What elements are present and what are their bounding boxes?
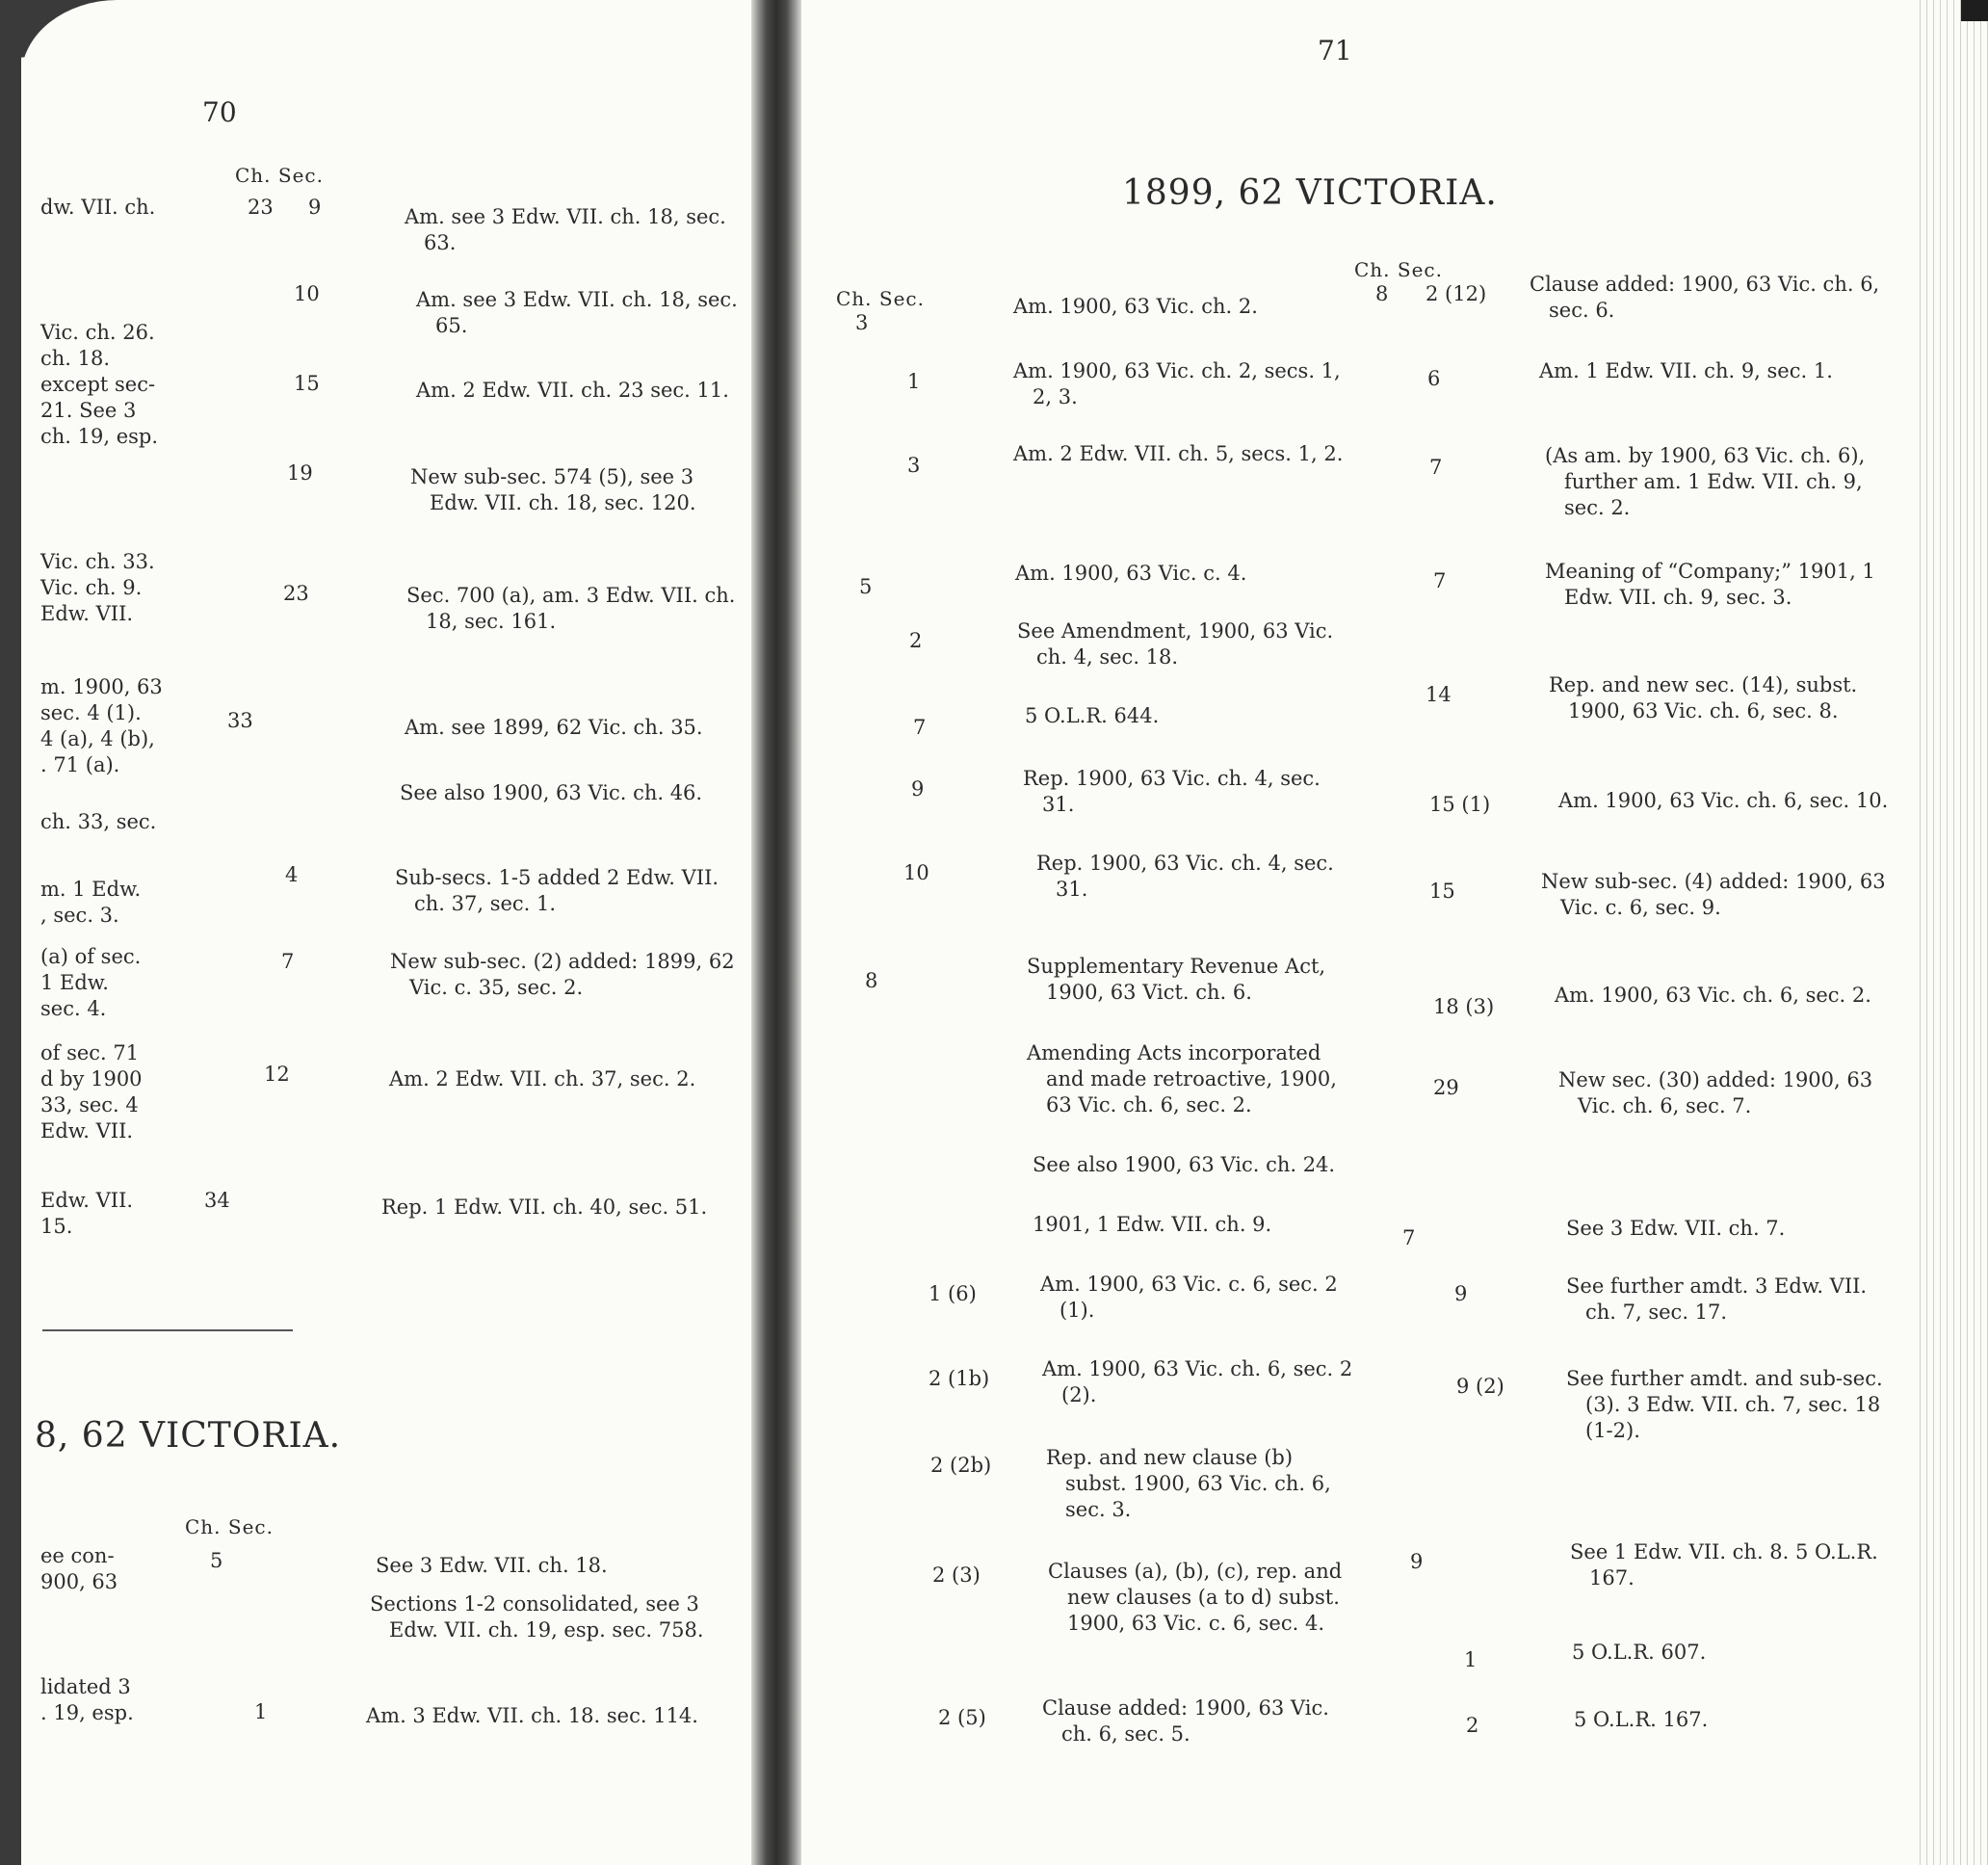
left-entry-sec: 12 — [264, 1063, 290, 1086]
right-entry-note: Clause added: 1900, 63 Vic. ch. 6, sec. 6. — [1530, 273, 1880, 322]
right-entry-ch: 9 — [1410, 1550, 1424, 1573]
right-entry-note: Am. 1900, 63 Vic. c. 4. — [1015, 562, 1247, 585]
left-entry-note: Sub-secs. 1-5 added 2 Edw. VII. ch. 37, sec. 1. — [395, 866, 719, 915]
left-entry-ch: 5 — [210, 1549, 223, 1572]
left-entry-sec: 19 — [287, 461, 313, 485]
right-page-title: 1899, 62 VICTORIA. — [1122, 173, 1498, 213]
right-entry-note: Meaning of “Company;” 1901, 1 Edw. VII. ch. 9, sec. 3. — [1545, 560, 1875, 609]
left-entry-sec: 10 — [294, 282, 320, 305]
left-page — [21, 0, 763, 1865]
right-entry-note: Clauses (a), (b), (c), rep. and new clauses (a to d) subst. 1900, 63 Vic. c. 6, sec. 4. — [1048, 1560, 1343, 1635]
right-entry-sec: 15 (1) — [1429, 793, 1491, 816]
left-entry-note: New sub-sec. (2) added: 1899, 62 Vic. c. 35, sec. 2. — [390, 950, 735, 999]
right-entry-note: 5 O.L.R. 167. — [1574, 1708, 1709, 1731]
right-entry-note: Am. 1 Edw. VII. ch. 9, sec. 1. — [1539, 359, 1833, 382]
right-entry-sec: 2 (5) — [938, 1706, 986, 1729]
right-col2-header-ch-sec: Ch. Sec. — [1354, 258, 1443, 281]
left-entry-ch: 23 — [248, 196, 274, 219]
right-entry-note: Rep. and new clause (b) subst. 1900, 63 Vic. ch. 6, sec. 3. — [1046, 1446, 1331, 1521]
left-entry-sec: 1 — [254, 1700, 268, 1723]
right-entry-sec: 18 (3) — [1433, 995, 1495, 1018]
right-entry-note: Am. 1900, 63 Vic. ch. 6, sec. 2. — [1555, 984, 1871, 1007]
left-entry-note: Am. see 1899, 62 Vic. ch. 35. — [405, 716, 703, 739]
left-entry-note: See 3 Edw. VII. ch. 18. — [376, 1554, 608, 1577]
right-entry-sec: 29 — [1433, 1076, 1459, 1099]
right-entry-ch: 8 — [865, 969, 878, 992]
book-spine — [751, 0, 801, 1865]
left-entry-note: Am. see 3 Edw. VII. ch. 18, sec. 65. — [416, 288, 738, 337]
right-entry-sec: 2 — [1466, 1714, 1479, 1737]
right-entry-ch: 7 — [1402, 1226, 1416, 1249]
left-entry-ch: 34 — [204, 1189, 230, 1212]
left-entry-ch: 33 — [227, 709, 253, 732]
scan-corner-mark — [1961, 0, 1988, 21]
right-entry-note: Am. 1900, 63 Vic. ch. 2. — [1013, 295, 1258, 318]
left-header-ch-sec: Ch. Sec. — [235, 164, 324, 187]
right-entry-note: 5 O.L.R. 607. — [1572, 1641, 1707, 1664]
right-entry-sec: 9 — [911, 777, 925, 801]
left-entry-note: Am. 2 Edw. VII. ch. 37, sec. 2. — [389, 1067, 696, 1090]
right-entry-note: See also 1900, 63 Vic. ch. 24. — [1033, 1153, 1336, 1176]
right-entry-note: Am. 1900, 63 Vic. ch. 6, sec. 2 (2). — [1042, 1357, 1353, 1406]
left-entry-note: Sec. 700 (a), am. 3 Edw. VII. ch. 18, sec. 161. — [406, 584, 736, 633]
right-entry-note: Supplementary Revenue Act, 1900, 63 Vict. ch. 6. — [1027, 955, 1326, 1004]
right-entry-sec: 1 — [907, 370, 921, 393]
right-entry-sec: 2 (2b) — [930, 1454, 992, 1477]
right-entry-note: Am. 2 Edw. VII. ch. 5, secs. 1, 2. — [1013, 442, 1344, 465]
page-number-left: 70 — [202, 96, 237, 128]
left-entry-note: See also 1900, 63 Vic. ch. 46. — [400, 781, 703, 804]
right-entry-ch: 3 — [855, 311, 869, 334]
left-entry-ref: Edw. VII. 15. — [40, 1189, 134, 1238]
left-entry-ref: dw. VII. ch. — [40, 196, 156, 219]
right-entry-note: Rep. and new sec. (14), subst. 1900, 63 Vic. ch. 6, sec. 8. — [1549, 673, 1858, 722]
left-entry-ref: m. 1900, 63 sec. 4 (1). 4 (a), 4 (b), . 71 (a). — [40, 675, 163, 776]
right-entry-sec: 7 — [913, 716, 927, 739]
right-entry-note: 1901, 1 Edw. VII. ch. 9. — [1033, 1213, 1272, 1236]
left-entry-ref: Vic. ch. 26. ch. 18. except sec- 21. See 3 ch. 19, esp. — [40, 321, 159, 448]
left-section-title: 8, 62 VICTORIA. — [35, 1416, 342, 1456]
right-entry-sec: 1 (6) — [929, 1282, 977, 1305]
left-entry-sec: 15 — [294, 372, 320, 395]
left-entry-ref: ch. 33, sec. — [40, 810, 157, 833]
right-entry-note: Am. 1900, 63 Vic. ch. 2, secs. 1, 2, 3. — [1013, 359, 1341, 408]
right-entry-sec: 2 — [909, 629, 923, 652]
right-entry-sec: 9 — [1454, 1282, 1468, 1305]
right-entry-note: Rep. 1900, 63 Vic. ch. 4, sec. 31. — [1023, 767, 1321, 816]
right-entry-note: See 1 Edw. VII. ch. 8. 5 O.L.R. 167. — [1570, 1540, 1878, 1589]
right-entry-sec: 7 — [1433, 569, 1447, 592]
right-entry-sec: 1 — [1464, 1648, 1478, 1671]
right-entry-note: See further amdt. 3 Edw. VII. ch. 7, sec. 17. — [1566, 1274, 1868, 1324]
section-divider — [42, 1329, 293, 1331]
left-entry-note: Am. 2 Edw. VII. ch. 23 sec. 11. — [416, 379, 729, 402]
right-col1-header-ch-sec: Ch. Sec. — [836, 287, 925, 310]
right-entry-note: New sec. (30) added: 1900, 63 Vic. ch. 6, sec. 7. — [1558, 1068, 1873, 1117]
left-entry-sec: 4 — [285, 863, 299, 886]
scan-background-left — [0, 0, 21, 1865]
right-entry-sec: 10 — [903, 861, 929, 884]
left-entry-ref: Vic. ch. 33. Vic. ch. 9. Edw. VII. — [40, 550, 155, 625]
left-entry-ref: m. 1 Edw. , sec. 3. — [40, 878, 142, 927]
right-entry-sec: 2 (3) — [932, 1563, 981, 1587]
right-entry-note: Amending Acts incorporated and made retroactive, 1900, 63 Vic. ch. 6, sec. 2. — [1027, 1041, 1337, 1116]
right-entry-note: See further amdt. and sub-sec. (3). 3 Edw. VII. ch. 7, sec. 18 (1-2). — [1566, 1367, 1883, 1442]
right-entry-sec: 7 — [1429, 456, 1443, 479]
right-entry-sec: 6 — [1427, 367, 1441, 390]
right-entry-note: 5 O.L.R. 644. — [1025, 704, 1160, 727]
right-entry-note: Clause added: 1900, 63 Vic. ch. 6, sec. 5. — [1042, 1696, 1329, 1746]
left-section-header-ch-sec: Ch. Sec. — [185, 1515, 274, 1538]
right-entry-note: New sub-sec. (4) added: 1900, 63 Vic. c. 6, sec. 9. — [1541, 870, 1886, 919]
right-entry-ch: 5 — [859, 575, 873, 598]
left-entry-note: Am. 3 Edw. VII. ch. 18. sec. 114. — [366, 1704, 698, 1727]
left-entry-note: Sections 1-2 consolidated, see 3 Edw. VII. ch. 19, esp. sec. 758. — [370, 1592, 704, 1642]
left-entry-note: Am. see 3 Edw. VII. ch. 18, sec. 63. — [405, 205, 726, 254]
left-entry-sec: 7 — [281, 950, 295, 973]
page-number-right: 71 — [1318, 35, 1352, 66]
right-entry-note: Am. 1900, 63 Vic. ch. 6, sec. 10. — [1558, 789, 1889, 812]
right-entry-note: See Amendment, 1900, 63 Vic. ch. 4, sec. 18. — [1017, 619, 1334, 669]
right-entry-sec: 2 (12) — [1426, 282, 1487, 305]
right-entry-ch: 8 — [1375, 282, 1389, 305]
left-entry-ref: of sec. 71 d by 1900 33, sec. 4 Edw. VII. — [40, 1041, 143, 1143]
right-entry-sec: 15 — [1429, 880, 1455, 903]
right-entry-note: See 3 Edw. VII. ch. 7. — [1566, 1217, 1786, 1240]
right-entry-note: Am. 1900, 63 Vic. c. 6, sec. 2 (1). — [1040, 1273, 1338, 1322]
left-entry-ref: ee con- 900, 63 — [40, 1544, 118, 1593]
left-entry-note: New sub-sec. 574 (5), see 3 Edw. VII. ch. 18, sec. 120. — [410, 465, 696, 514]
right-entry-note: Rep. 1900, 63 Vic. ch. 4, sec. 31. — [1036, 852, 1334, 901]
page-edges-right — [1917, 0, 1988, 1865]
left-entry-sec: 9 — [308, 196, 322, 219]
right-entry-sec: 3 — [907, 454, 921, 477]
right-entry-sec: 2 (1b) — [929, 1367, 990, 1390]
right-entry-note: (As am. by 1900, 63 Vic. ch. 6), further am. 1 Edw. VII. ch. 9, sec. 2. — [1545, 444, 1866, 519]
right-entry-sec: 14 — [1426, 683, 1452, 706]
left-entry-note: Rep. 1 Edw. VII. ch. 40, sec. 51. — [381, 1195, 708, 1219]
left-entry-ref: lidated 3 . 19, esp. — [40, 1675, 134, 1724]
left-entry-ref: (a) of sec. 1 Edw. sec. 4. — [40, 945, 142, 1020]
right-entry-sec: 9 (2) — [1456, 1375, 1504, 1398]
left-entry-sec: 23 — [283, 582, 309, 605]
